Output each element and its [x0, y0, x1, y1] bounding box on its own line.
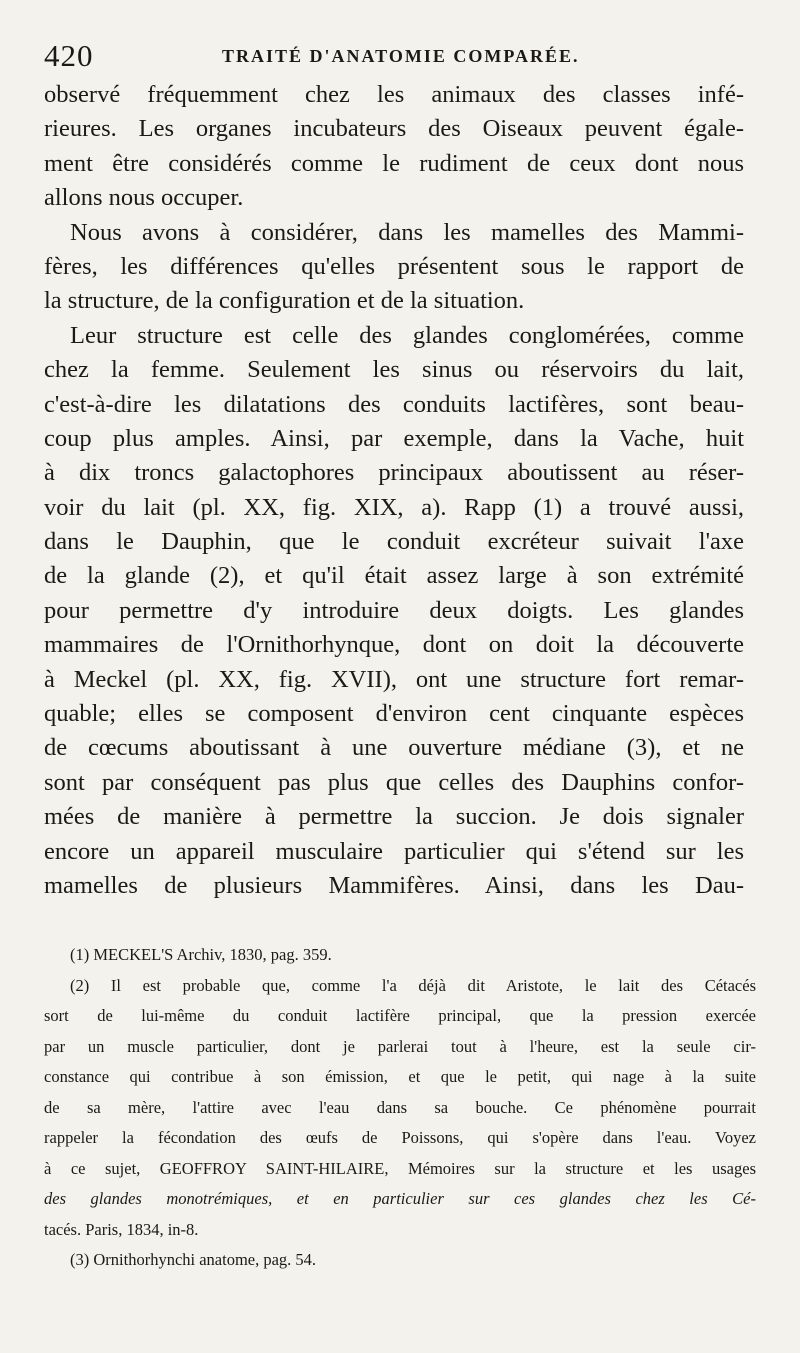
footnote-line: à ce sujet, GEOFFROY SAINT-HILAIRE, Mémoires sur la structure et les usages [44, 1158, 756, 1178]
text-line: mées de manière à permettre la succion. Je dois signaler [44, 803, 744, 831]
footnote-line: des glandes monotrémiques, et en particulier sur ces glandes chez les Cé- [44, 1189, 756, 1208]
text-line: mammaires de l'Ornithorhynque, dont on doit la découverte [44, 631, 744, 659]
text-line: allons nous occuper. [44, 184, 244, 212]
text-line: la structure, de la configuration et de la situation. [44, 287, 525, 315]
text-line: mamelles de plusieurs Mammifères. Ainsi, dans les Dau- [44, 871, 744, 899]
text-line: c'est-à-dire les dilatations des conduits lactifères, sont beau- [44, 390, 744, 418]
footnote-line: tacés. Paris, 1834, in-8. [44, 1219, 199, 1239]
text-line: quable; elles se composent d'environ cent cinquante espèces [44, 700, 744, 728]
text-line: sont par conséquent pas plus que celles des Dauphins confor- [44, 768, 744, 796]
text-line: ment être considérés comme le rudiment de ceux dont nous [44, 149, 744, 177]
text-line: encore un appareil musculaire particulier qui s'étend sur les [44, 837, 744, 865]
text-line: de cœcums aboutissant à une ouverture médiane (3), et ne [44, 734, 744, 762]
text-line: à Meckel (pl. XX, fig. XVII), ont une structure fort remar- [44, 665, 744, 693]
text-line: voir du lait (pl. XX, fig. XIX, a). Rapp (1) a trouvé aussi, [44, 493, 744, 521]
footnote-line: par un muscle particulier, dont je parlerai tout à l'heure, est la seule cir- [44, 1036, 756, 1056]
footnote-line: rappeler la fécondation des œufs de Poissons, qui s'opère dans l'eau. Voyez [44, 1128, 756, 1147]
text-line: fères, les différences qu'elles présentent sous le rapport de [44, 252, 744, 280]
footnote-line: sort de lui-même du conduit lactifère principal, que la pression exercée [44, 1006, 756, 1025]
footnotes [44, 940, 756, 1276]
text-line: coup plus amples. Ainsi, par exemple, dans la Vache, huit [44, 424, 744, 452]
text-line: à dix troncs galactophores principaux aboutissent au réser- [44, 459, 744, 487]
text-line: pour permettre d'y introduire deux doigts. Les glandes [44, 596, 744, 624]
main-text [44, 78, 744, 903]
text-line: rieures. Les organes incubateurs des Oiseaux peuvent égale- [44, 115, 744, 143]
running-title: TRAITÉ D'ANATOMIE COMPARÉE. [222, 46, 580, 66]
footnote-line: constance qui contribue à son émission, et que le petit, qui nage à la suite [44, 1067, 756, 1086]
page-header [44, 38, 760, 78]
footnote-2: (2) Il est probable que, comme l'a déjà dit Aristote, le lait des Cétacés [70, 975, 756, 995]
text-line: dans le Dauphin, que le conduit excréteur suivait l'axe [44, 528, 744, 556]
page-number: 420 [44, 38, 94, 73]
text-line: Nous avons à considérer, dans les mamelles des Mammi- [70, 218, 744, 246]
text-line: chez la femme. Seulement les sinus ou réservoirs du lait, [44, 356, 744, 384]
footnote-line: de sa mère, l'attire avec l'eau dans sa bouche. Ce phénomène pourrait [44, 1097, 756, 1117]
text-line: observé fréquemment chez les animaux des classes infé- [44, 81, 744, 108]
text-line: Leur structure est celle des glandes conglomérées, comme [70, 321, 744, 349]
text-line: de la glande (2), et qu'il était assez large à son extrémité [44, 562, 744, 590]
footnote-3: (3) Ornithorhynchi anatome, pag. 54. [70, 1250, 317, 1269]
footnote-1: (1) MECKEL'S Archiv, 1830, pag. 359. [70, 945, 332, 964]
